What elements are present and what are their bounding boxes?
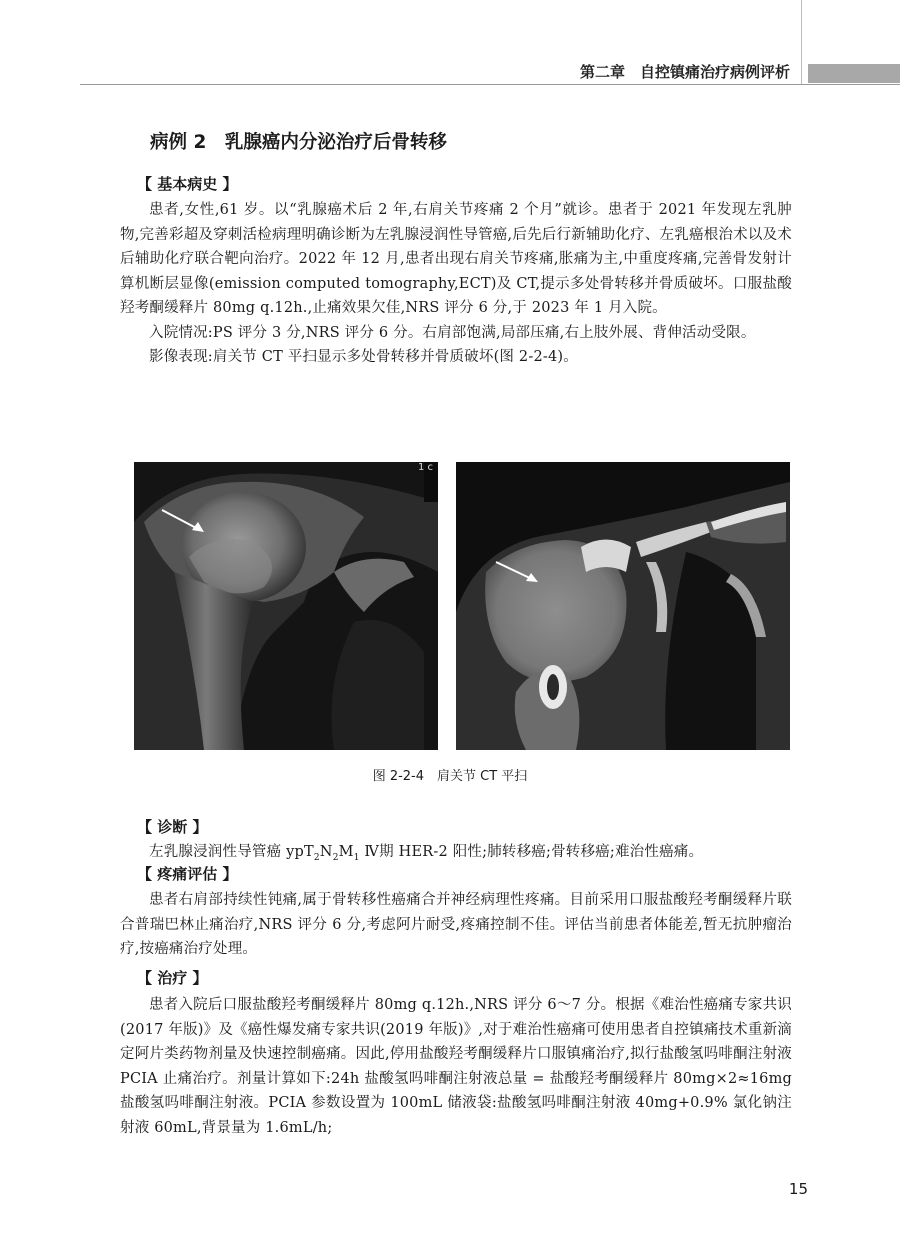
shoulder-scan-left xyxy=(134,462,438,750)
case-title: 病例 2 乳腺癌内分泌治疗后骨转移 xyxy=(150,132,447,153)
figure-caption: 图 2-2-4 肩关节 CT 平扫 xyxy=(372,769,528,784)
pain-paragraph: 患者右肩部持续性钝痛,属于骨转移性癌痛合并神经病理性疼痛。目前采用口服盐酸羟考酮缓释片联合普瑞巴林止痛治疗,NRS 评分 6 分,考虑阿片耐受,疼痛控制不佳。评估当前患者体能差,暂无抗肿瘤治疗,按癌痛治疗处理。 xyxy=(120,892,792,957)
treatment-paragraph: 患者入院后口服盐酸羟考酮缓释片 80mg q.12h.,NRS 评分 6～7 分。根据《难治性癌痛专家共识(2017 年版)》及《癌性爆发痛专家共识(2019 年版)》,对于难治性癌痛可使用患者自控镇痛技术重新滴定阿片类药物剂量及快速控制癌痛。因此,停用盐酸羟考酮缓释片口服镇痛治疗,拟行盐酸氢吗啡酮注射液 PCIA 止痛治疗。剂量计算如下:24h 盐酸氢吗啡酮注射液总量 = 盐酸羟考酮缓释片 80mg×2≈16mg 盐酸氢吗啡酮注射液。PCIA 参数设置为 100mL 储液袋:盐酸氢吗啡酮注射液 40mg+0.9% 氯化钠注射液 60mL,背景量为 1.6mL/h; xyxy=(120,997,792,1136)
running-header xyxy=(0,55,900,91)
shoulder-scan-right xyxy=(456,462,790,750)
history-paragraph-3: 影像表现:肩关节 CT 平扫显示多处骨转移并骨质破坏(图 2-2-4)。 xyxy=(149,349,578,365)
pain-heading: 【 疼痛评估 】 xyxy=(137,865,238,883)
header-gray-block xyxy=(808,64,900,83)
header-rule xyxy=(80,84,900,85)
history-text xyxy=(120,198,792,370)
chapter-header: 第二章 自控镇痛治疗病例评析 xyxy=(579,63,790,81)
header-divider-vertical xyxy=(801,0,802,84)
treatment-heading: 【 治疗 】 xyxy=(137,969,208,987)
history-heading: 【 基本病史 】 xyxy=(137,175,238,193)
diagnosis-heading: 【 诊断 】 xyxy=(137,818,208,836)
history-paragraph-2: 入院情况:PS 评分 3 分,NRS 评分 6 分。右肩部饱满,局部压痛,右上肢外展、背伸活动受限。 xyxy=(149,324,756,341)
treatment-text xyxy=(120,993,792,1140)
diagnosis-paragraph: 左乳腺浸润性导管癌 $ypT_2N_2M_1$ Ⅳ期 HER-2 阳性;肺转移癌;骨转移癌;难治性癌痛。 xyxy=(149,844,704,863)
pain-text xyxy=(120,888,792,962)
page-number: 15 xyxy=(788,1180,808,1198)
history-paragraph-1: 患者,女性,61 岁。以“乳腺癌术后 2 年,右肩关节疼痛 2 个月”就诊。患者于 2021 年发现左乳肿物,完善彩超及穿刺活检病理明确诊断为左乳腺浸润性导管癌,后先后行新辅助化疗、左乳癌根治术以及术后辅助化疗联合靶向治疗。2022 年 12 月,患者出现右肩关节疼痛,胀痛为主,中重度疼痛,完善骨发射计算机断层显像(emission computed tomography,ECT)及 CT,提示多处骨转移并骨质破坏。口服盐酸羟考酮缓释片 80mg q.12h.,止痛效果欠佳,NRS 评分 6 分,于 2023 年 1 月入院。 xyxy=(120,202,792,316)
scan-corner-label: 1 c xyxy=(418,462,434,473)
